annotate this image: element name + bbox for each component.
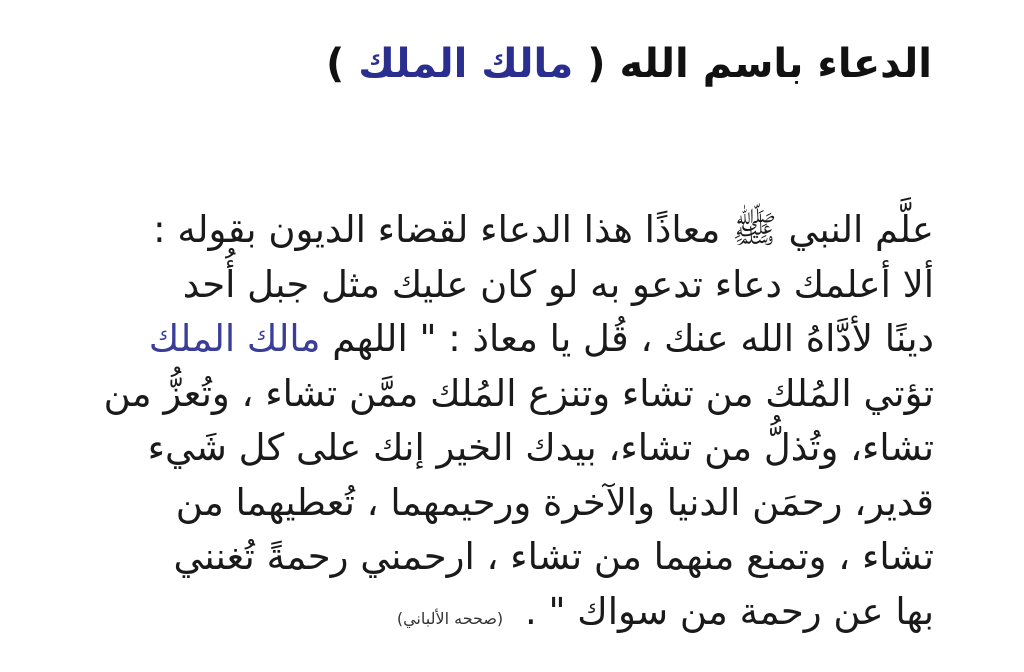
text-line-7: تشاء ، وتمنع منهما من تشاء ، ارحمني رحمةً تُغنني	[173, 535, 934, 578]
dua-text-body	[74, 203, 934, 646]
text-line-6: قدير، رحمَن الدنيا والآخرة ورحيمهما ، تُعطيهما من	[175, 480, 934, 524]
title-open-paren: (	[587, 41, 606, 87]
text-line-3	[74, 312, 934, 367]
title-close-paren: )	[325, 41, 345, 87]
title-prefix: الدعاء باسم الله	[619, 41, 932, 87]
text-line-8	[74, 585, 934, 647]
text-line-1: علَّم النبي ﷺ معاذًا هذا الدعاء لقضاء الديون بقوله :	[153, 208, 934, 251]
text-line-5: تشاء، وتُذلُّ من تشاء، بيدك الخير إنك على كل شَيء	[147, 426, 934, 469]
text-line-4: تؤتي المُلك من تشاء وتنزع المُلك ممَّن تشاء ، وتُعزُّ من	[103, 371, 934, 415]
document-title	[326, 40, 932, 88]
hadith-source-note: (صححه الألباني)	[396, 608, 504, 628]
highlighted-name: مالك الملك	[148, 317, 321, 360]
text-line-8-text: بها عن رحمة من سواك " .	[524, 589, 934, 633]
text-line-2: ألا أعلمك دعاء تدعو به لو كان عليك مثل جبل أُحد	[182, 262, 934, 306]
title-highlighted-name: مالك الملك	[358, 41, 574, 87]
text-line-3-start: دينًا لأدَّاهُ الله عنك ، قُل يا معاذ : " اللهم	[332, 317, 934, 360]
